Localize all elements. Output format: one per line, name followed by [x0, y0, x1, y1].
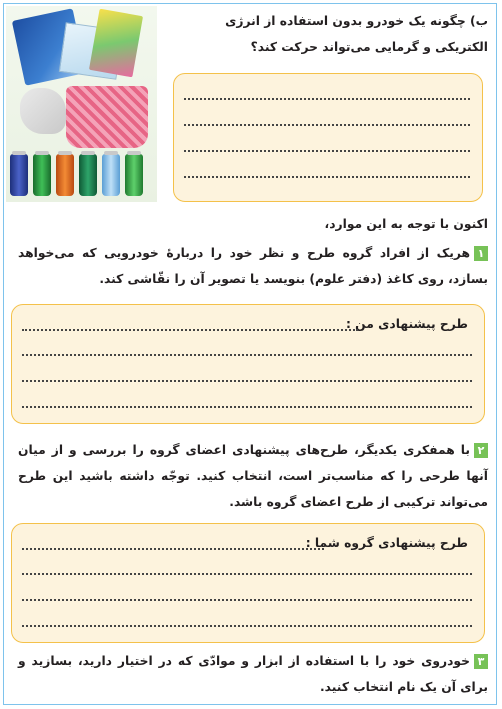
my-design-box[interactable] — [11, 304, 485, 424]
intro-text: اکنون با توجه به این موارد، — [324, 217, 488, 231]
item-number-badge: ۳ — [474, 654, 488, 669]
dotted-answer-line — [22, 548, 324, 550]
group-design-box[interactable] — [11, 523, 485, 643]
dotted-answer-line — [184, 176, 470, 178]
item-text: با همفکری یکدیگر، طرح‌های پیشنهادی اعضای گروه را بررسی و از میان آنها طرحی را که مناسب‌تر است، انتخاب کنید. توجّه داشته باشید این طرح می‌تواند ترکیبی از طرح اعضای گروه باشد. — [18, 443, 488, 509]
item-number-badge: ۲ — [474, 443, 488, 458]
dotted-answer-line — [22, 599, 472, 601]
dotted-answer-line — [22, 329, 358, 331]
dotted-answer-line — [184, 124, 470, 126]
soda-can-image — [56, 154, 74, 196]
soda-can-image — [102, 154, 120, 196]
dotted-answer-line — [184, 98, 470, 100]
soda-can-image — [125, 154, 143, 196]
question-b: ب) چگونه یک خودرو بدون استفاده از انرژی الکتریکی و گرمایی می‌تواند حرکت کند؟ — [225, 14, 488, 54]
pink-basket-image — [66, 86, 148, 148]
instruction-item-3 — [18, 648, 488, 700]
dotted-answer-line — [22, 380, 472, 382]
dotted-answer-line — [22, 406, 472, 408]
recycled-materials-photo — [6, 6, 157, 202]
dotted-answer-line — [184, 150, 470, 152]
group-design-title: طرح پیشنهادی گروه شما : — [305, 536, 468, 550]
plastic-scrap-image — [20, 88, 66, 134]
instruction-item-2 — [18, 437, 488, 515]
answer-box-question-b[interactable] — [173, 73, 483, 202]
item-text: هریک از افراد گروه طرح و نظر خود را دربارهٔ خودرویی که می‌خواهد بسازد، روی کاغذ (دفتر علوم) بنویسد یا تصویر آن را نقّاشی کند. — [18, 246, 488, 286]
soda-can-image — [10, 154, 28, 196]
dotted-answer-line — [22, 354, 472, 356]
colorful-bag-image — [89, 9, 143, 78]
dotted-answer-line — [22, 573, 472, 575]
item-number-badge: ۱ — [474, 246, 488, 261]
soda-can-image — [79, 154, 97, 196]
instruction-item-1 — [18, 240, 488, 292]
dotted-answer-line — [22, 625, 472, 627]
soda-can-image — [33, 154, 51, 196]
my-design-title: طرح پیشنهادی من : — [345, 317, 468, 331]
item-text: خودروی خود را با استفاده از ابزار و موادّی که در اختیار دارید، بسازید و برای آن یک نام انتخاب کنید. — [18, 654, 488, 694]
